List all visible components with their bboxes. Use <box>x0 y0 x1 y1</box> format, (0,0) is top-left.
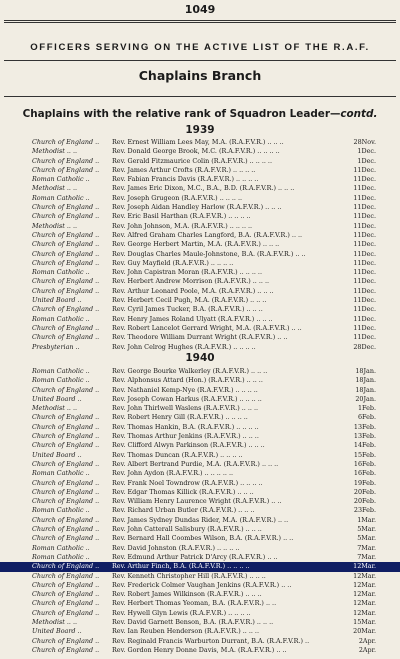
officer-row <box>0 525 400 534</box>
officer-name: Rev. Fabian Francis Davis (R.A.F.V.R.) .. .. .. .. <box>112 175 259 184</box>
seniority-date: 13Feb. <box>353 422 376 431</box>
officer-row <box>0 497 400 506</box>
denomination: Church of England .. <box>32 212 100 221</box>
officer-row <box>0 395 400 404</box>
seniority-date: 11Dec. <box>353 184 376 193</box>
denomination: Methodist .. .. <box>32 618 78 627</box>
denomination: Roman Catholic .. <box>32 175 90 184</box>
officer-row <box>0 432 400 441</box>
officer-name: Rev. William Henry Laurence Wright (R.A.F.V.R.) .. .. <box>112 497 282 506</box>
officer-row <box>0 413 400 422</box>
officer-row <box>0 516 400 525</box>
officer-name: Rev. George Herbert Martin, M.A. (R.A.F.V.R.) .. .. .. <box>112 240 280 249</box>
seniority-date: 11Dec. <box>353 193 376 202</box>
seniority-date: 16Feb. <box>353 469 376 478</box>
denomination: Church of England .. <box>32 525 100 534</box>
running-title-rule <box>4 60 396 61</box>
officer-name: Rev. Nathaniel Kemp-Nye (R.A.F.V.R.) .. .. .. .. <box>112 385 258 394</box>
officer-name: Rev. Bernard Hall Coombes Wilson, B.A. (R.A.F.V.R.) .. .. <box>112 534 294 543</box>
officer-row <box>0 506 400 515</box>
officer-row <box>0 333 400 342</box>
officer-row <box>0 367 400 376</box>
officer-row <box>0 581 400 590</box>
seniority-date: 18Jan. <box>355 385 376 394</box>
seniority-date: 11Dec. <box>353 286 376 295</box>
seniority-date: 11Dec. <box>353 165 376 174</box>
seniority-date: 1Feb. <box>357 404 376 413</box>
officer-name: Rev. George Bourke Walkerley (R.A.F.V.R.) .. .. .. <box>112 367 268 375</box>
seniority-date: 20Feb. <box>353 487 376 496</box>
seniority-date: 11Dec. <box>353 333 376 342</box>
seniority-date: 11Dec. <box>353 203 376 212</box>
denomination: Roman Catholic .. <box>32 552 90 561</box>
section-subtitle <box>0 108 400 120</box>
officer-name: Rev. Albert Bertrand Purdie, M.A. (R.A.F.V.R.) .. .. .. <box>112 459 279 468</box>
officer-row <box>0 324 400 333</box>
officer-row <box>0 250 400 259</box>
officer-row <box>0 287 400 296</box>
page-number: 1049 <box>184 3 216 16</box>
officer-row <box>0 488 400 497</box>
denomination: Church of England .. <box>32 534 100 543</box>
officer-row <box>0 212 400 221</box>
seniority-date: 11Dec. <box>353 268 376 277</box>
seniority-date: 18Jan. <box>355 376 376 385</box>
seniority-date: 5Mar. <box>357 525 376 534</box>
denomination: Church of England .. <box>32 608 100 617</box>
officer-name: Rev. James Eric Dixon, M.C., B.A., B.D. (R.A.F.V.R.) .. .. .. <box>112 184 295 193</box>
officer-row <box>0 147 400 156</box>
officer-name: Rev. Cyril James Tucker, B.A. (R.A.F.V.R.) .. .. .. <box>112 305 263 314</box>
seniority-date: 7Mar. <box>357 543 376 552</box>
denomination: Church of England .. <box>32 165 100 174</box>
officer-name: Rev. Kenneth Christopher Hill (R.A.F.V.R.) .. .. .. <box>112 571 266 580</box>
seniority-date: 20Feb. <box>353 497 376 506</box>
denomination: Presbyterian .. <box>32 342 80 351</box>
officer-name: Rev. Thomas Hankin, B.A. (R.A.F.V.R.) .. .. .. .. <box>112 422 259 431</box>
officer-name: Rev. Clifford Alwyn Parkinson (R.A.F.V.R.) .. .. .. <box>112 441 265 450</box>
seniority-date: 11Dec. <box>353 258 376 267</box>
denomination: Church of England .. <box>32 590 100 599</box>
officer-row <box>0 138 400 147</box>
officer-row <box>0 166 400 175</box>
seniority-date: 11Dec. <box>353 314 376 323</box>
officer-name: Rev. Ian Reuben Henderson (R.A.F.V.R.) .. .. .. <box>112 627 259 636</box>
seniority-date: 28Nov. <box>353 138 376 146</box>
officer-name: Rev. Robert James Wilkinson (R.A.F.V.R.) .. .. .. <box>112 590 262 599</box>
officer-row <box>0 296 400 305</box>
seniority-date: 12Mar. <box>353 562 376 571</box>
officer-name: Rev. Arthur Leonard Poole, M.A. (R.A.F.V.R.) .. .. .. <box>112 286 274 295</box>
officer-row <box>0 553 400 562</box>
officer-name: Rev. Robert Henry Gill (R.A.F.V.R.) .. .. .. .. <box>112 413 248 422</box>
officer-name: Rev. Thomas Arthur Jenkins (R.A.F.V.R.) .. .. .. <box>112 432 259 441</box>
denomination: Roman Catholic .. <box>32 367 90 375</box>
denomination: Church of England .. <box>32 138 100 146</box>
officer-name: Rev. Theodore William Durrant Wright (R.A.F.V.R.) .. .. <box>112 333 288 342</box>
denomination: Church of England .. <box>32 413 100 422</box>
denomination: Church of England .. <box>32 571 100 580</box>
denomination: Church of England .. <box>32 422 100 431</box>
officer-name: Rev. Herbert Andrew Morrison (R.A.F.V.R.) .. .. .. <box>112 277 270 286</box>
denomination: Roman Catholic .. <box>32 543 90 552</box>
seniority-date: 12Mar. <box>353 608 376 617</box>
denomination: Church of England .. <box>32 599 100 608</box>
subtitle-main: Chaplains with the relative rank of Squadron Leader— <box>22 108 341 120</box>
seniority-date: 19Feb. <box>353 478 376 487</box>
denomination: Church of England .. <box>32 156 100 165</box>
denomination: Church of England .. <box>32 385 100 394</box>
officer-name: Rev. Edmund Arthur Patrick D'Arcy (R.A.F.V.R.) .. .. <box>112 552 278 561</box>
denomination: Church of England .. <box>32 432 100 441</box>
denomination: Methodist .. .. <box>32 147 78 156</box>
denomination: Church of England .. <box>32 636 100 645</box>
officer-name: Rev. Frederick Colmer Vaughan Jenkins (R.A.F.V.R.) .. .. <box>112 580 292 589</box>
seniority-date: 2Apr. <box>358 636 376 645</box>
denomination: Roman Catholic .. <box>32 506 90 515</box>
denomination: Roman Catholic .. <box>32 193 90 202</box>
officer-name: Rev. Thomas Duncan (R.A.F.V.R.) .. .. .. .. <box>112 450 243 459</box>
denomination: Church of England .. <box>32 240 100 249</box>
seniority-date: 12Mar. <box>353 580 376 589</box>
seniority-date: 12Mar. <box>353 599 376 608</box>
seniority-date: 20Jan. <box>355 394 376 403</box>
officer-name: Rev. Alfred Graham Charles Langford, B.A. (R.A.F.V.R.) .. .. <box>112 230 303 239</box>
running-title: OFFICERS SERVING ON THE ACTIVE LIST OF THE R.A.F. <box>30 42 370 53</box>
denomination: United Board .. <box>32 627 82 636</box>
officer-name: Rev. John Aydon (R.A.F.V.R.) .. .. .. .. .. <box>112 469 234 478</box>
denomination: Church of England .. <box>32 562 100 571</box>
denomination: Church of England .. <box>32 333 100 342</box>
seniority-date: 11Dec. <box>353 175 376 184</box>
subtitle-contd: contd. <box>340 108 378 120</box>
seniority-date: 15Mar. <box>353 618 376 627</box>
officer-row <box>0 590 400 599</box>
denomination: Church of England .. <box>32 580 100 589</box>
denomination: Church of England .. <box>32 645 100 654</box>
officer-row <box>0 460 400 469</box>
seniority-date: 12Mar. <box>353 571 376 580</box>
officer-name: Rev. Gerald Fitzmaurice Colin (R.A.F.V.R.) .. .. .. .. <box>112 156 272 165</box>
officer-row <box>0 599 400 608</box>
officer-row <box>0 343 400 352</box>
officer-row <box>0 469 400 478</box>
seniority-date: 11Dec. <box>353 249 376 258</box>
denomination: United Board .. <box>32 296 82 305</box>
officer-name: Rev. Herbert Thomas Yeoman, B.A. (R.A.F.V.R.) .. .. <box>112 599 277 608</box>
officer-name: Rev. Joseph Cowan Harkus (R.A.F.V.R.) .. .. .. .. <box>112 394 262 403</box>
officer-name: Rev. Eric Basil Harthan (R.A.F.V.R.) .. .. .. .. <box>112 212 251 221</box>
officer-row <box>0 386 400 395</box>
officer-name: Rev. Reginald Francis Warburton Durrant, B.A. (R.A.F.V.R.) .. <box>112 636 310 645</box>
seniority-date: 11Dec. <box>353 323 376 332</box>
seniority-date: 11Dec. <box>353 296 376 305</box>
officer-name: Rev. Gordon Henry Donne Davis, M.A. (R.A.F.V.R.) .. .. <box>112 645 287 654</box>
officer-row <box>0 376 400 385</box>
officer-name: Rev. Ernest William Lees May, M.A. (R.A.F.V.R.) .. .. .. <box>112 138 284 146</box>
denomination: Roman Catholic .. <box>32 268 90 277</box>
top-rule-inner <box>4 22 396 23</box>
officer-row <box>0 544 400 553</box>
officer-name: Rev. Robert Lancelot Gerrard Wright, M.A. (R.A.F.V.R.) .. .. <box>112 323 302 332</box>
denomination: Church of England .. <box>32 258 100 267</box>
denomination: Church of England .. <box>32 203 100 212</box>
officer-row <box>0 646 400 655</box>
officer-row <box>0 305 400 314</box>
denomination: United Board .. <box>32 394 82 403</box>
seniority-date: 20Mar. <box>353 627 376 636</box>
officer-name: Rev. Richard Urban Butler (R.A.F.V.R.) .. .. .. <box>112 506 255 515</box>
officer-name: Rev. Douglas Charles Maule-Johnstone, B.A. (R.A.F.V.R.) .. .. <box>112 249 306 258</box>
denomination: Methodist .. .. <box>32 184 78 193</box>
officer-row <box>0 479 400 488</box>
denomination: Church of England .. <box>32 323 100 332</box>
officer-name: Rev. Joseph Aidan Handley Harlow (R.A.F.V.R.) .. .. .. <box>112 203 282 212</box>
officer-name: Rev. Hywell Glyn Lewis (R.A.F.V.R.) .. .. .. .. <box>112 608 251 617</box>
officer-name: Rev. John Celrog Hughes (R.A.F.V.R.) .. .. .. .. <box>112 342 256 351</box>
denomination: Roman Catholic .. <box>32 376 90 385</box>
denomination: Roman Catholic .. <box>32 469 90 478</box>
officer-row <box>0 240 400 249</box>
officer-row <box>0 618 400 627</box>
seniority-date: 6Feb. <box>357 413 376 422</box>
officer-row <box>0 231 400 240</box>
denomination: Church of England .. <box>32 441 100 450</box>
denomination: Methodist .. .. <box>32 404 78 413</box>
branch-title-rule <box>4 96 396 97</box>
officer-row <box>0 184 400 193</box>
seniority-date: 23Feb. <box>353 506 376 515</box>
top-rule <box>4 20 396 21</box>
officer-name: Rev. David Johnston (R.A.F.V.R.) .. .. .. .. <box>112 543 240 552</box>
denomination: Church of England .. <box>32 487 100 496</box>
officer-name: Rev. Guy Mayfield (R.A.F.V.R.) .. .. .. .. <box>112 258 234 267</box>
officer-table-1939 <box>0 138 400 352</box>
officer-table-1940 <box>0 367 400 655</box>
officer-name: Rev. Frank Noel Towndrow (R.A.F.V.R.) .. .. .. .. <box>112 478 263 487</box>
seniority-date: 15Feb. <box>353 450 376 459</box>
seniority-date: 13Feb. <box>353 432 376 441</box>
officer-row <box>0 315 400 324</box>
officer-name: Rev. David Garnett Benson, B.A. (R.A.F.V.R.) .. .. .. <box>112 618 274 627</box>
seniority-date: 28Dec. <box>353 342 376 351</box>
seniority-date: 1Dec. <box>357 156 376 165</box>
seniority-date: 11Dec. <box>353 240 376 249</box>
officer-name: Rev. Edgar Thomas Killick (R.A.F.V.R.) .. .. .. <box>112 487 254 496</box>
denomination: Church of England .. <box>32 305 100 314</box>
seniority-date: 11Dec. <box>353 230 376 239</box>
officer-row <box>0 627 400 636</box>
year-heading-1940: 1940 <box>185 352 215 364</box>
officer-name: Rev. Joseph Grugeon (R.A.F.V.R.) .. .. .. .. <box>112 193 243 202</box>
officer-name: Rev. John Capistran Moran (R.A.F.V.R.) .. .. .. .. <box>112 268 262 277</box>
officer-name: Rev. Henry James Roland Ulyatt (R.A.F.V.R.) .. .. .. <box>112 314 273 323</box>
denomination: Church of England .. <box>32 497 100 506</box>
officer-row <box>0 259 400 268</box>
officer-row <box>0 404 400 413</box>
seniority-date: 7Mar. <box>357 552 376 561</box>
denomination: Church of England .. <box>32 478 100 487</box>
officer-row <box>0 441 400 450</box>
seniority-date: 11Dec. <box>353 212 376 221</box>
officer-row <box>0 194 400 203</box>
officer-row <box>0 609 400 618</box>
seniority-date: 1Dec. <box>357 147 376 156</box>
seniority-date: 1Mar. <box>357 515 376 524</box>
year-heading-1939: 1939 <box>185 124 215 136</box>
officer-name: Rev. James Arthur Crofts (R.A.F.V.R.) .. .. .. .. <box>112 165 256 174</box>
officer-row-highlighted <box>0 562 400 571</box>
officer-name: Rev. James Sydney Dundas Rider, M.A. (R.A.F.V.R.) .. .. <box>112 515 289 524</box>
seniority-date: 16Feb. <box>353 459 376 468</box>
denomination: Church of England .. <box>32 249 100 258</box>
denomination: Roman Catholic .. <box>32 314 90 323</box>
denomination: Church of England .. <box>32 459 100 468</box>
seniority-date: 5Mar. <box>357 534 376 543</box>
seniority-date: 2Apr. <box>358 645 376 654</box>
seniority-date: 11Dec. <box>353 305 376 314</box>
officer-name: Rev. Donald George Brook, M.C. (R.A.F.V.R.) .. .. .. .. <box>112 147 280 156</box>
officer-row <box>0 203 400 212</box>
officer-name: Rev. John Thirlwell Waslens (R.A.F.V.R.) .. .. .. <box>112 404 259 413</box>
seniority-date: 11Dec. <box>353 277 376 286</box>
officer-row <box>0 277 400 286</box>
denomination: Church of England .. <box>32 230 100 239</box>
officer-name: Rev. Herbert Cecil Pugh, M.A. (R.A.F.V.R.) .. .. .. <box>112 296 267 305</box>
denomination: Methodist .. .. <box>32 221 78 230</box>
officer-name: Rev. John Catterall Salisbury (R.A.F.V.R.) .. .. .. <box>112 525 262 534</box>
seniority-date: 12Mar. <box>353 590 376 599</box>
denomination: Church of England .. <box>32 286 100 295</box>
officer-row <box>0 175 400 184</box>
officer-row <box>0 534 400 543</box>
denomination: Church of England .. <box>32 515 100 524</box>
officer-row <box>0 268 400 277</box>
seniority-date: 11Dec. <box>353 221 376 230</box>
officer-row <box>0 222 400 231</box>
officer-row <box>0 423 400 432</box>
seniority-date: 14Feb. <box>353 441 376 450</box>
denomination: Church of England .. <box>32 277 100 286</box>
officer-name: Rev. Alphonsus Attard (Hon.) (R.A.F.V.R.) .. .. .. <box>112 376 263 385</box>
officer-row <box>0 572 400 581</box>
denomination: United Board .. <box>32 450 82 459</box>
officer-name: Rev. Arthur Finch, B.A. (R.A.F.V.R.) .. .. .. .. <box>112 562 250 571</box>
branch-title: Chaplains Branch <box>138 68 262 83</box>
officer-row <box>0 637 400 646</box>
seniority-date: 18Jan. <box>355 367 376 375</box>
officer-row <box>0 451 400 460</box>
officer-row <box>0 157 400 166</box>
officer-name: Rev. John Johnson, M.A. (R.A.F.V.R.) .. .. .. .. <box>112 221 253 230</box>
